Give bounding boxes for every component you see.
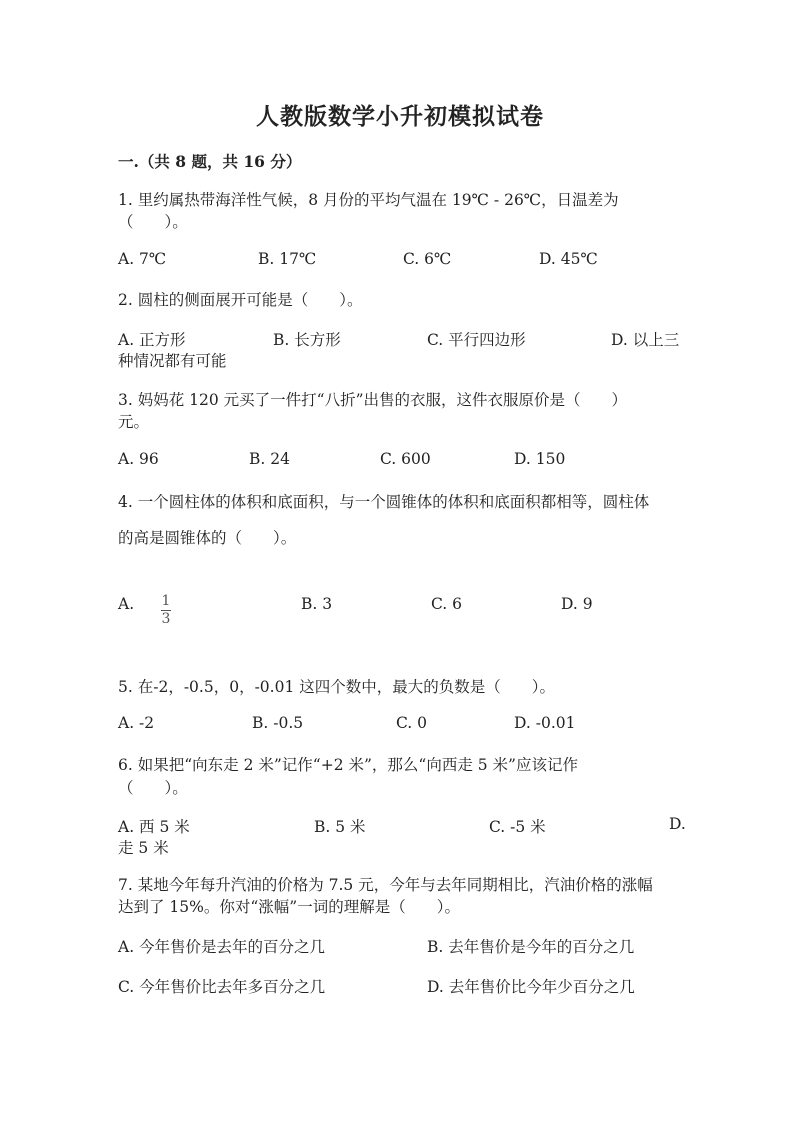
- q6-option-d-cont: 走 5 米: [118, 839, 169, 857]
- section-heading: 一.（共 8 题，共 16 分）: [118, 152, 302, 171]
- q3-option-d: D. 150: [514, 450, 566, 468]
- question-6-text-cont: （ ）。: [118, 779, 188, 797]
- q3-option-c: C. 600: [380, 450, 431, 468]
- question-1-text: 1. 里约属热带海洋性气候，8 月份的平均气温在 19℃ - 26℃，日温差为: [118, 191, 619, 209]
- question-4-text-cont: 的高是圆锥体的（ ）。: [118, 529, 297, 547]
- q1-option-a: A. 7℃: [118, 250, 167, 268]
- q4-option-c: C. 6: [431, 595, 463, 613]
- q6-option-b: B. 5 米: [314, 818, 366, 836]
- q6-option-a: A. 西 5 米: [118, 818, 190, 836]
- q2-option-c: C. 平行四边形: [427, 331, 526, 349]
- question-7-text-cont: 达到了 15%。你对“涨幅”一词的理解是（ ）。: [118, 898, 460, 916]
- q7-option-a: A. 今年售价是去年的百分之几: [118, 938, 326, 956]
- question-2-text: 2. 圆柱的侧面展开可能是（ ）。: [118, 291, 363, 309]
- q5-option-a: A. -2: [118, 714, 155, 732]
- fraction-denominator: 3: [161, 611, 171, 627]
- question-3-text: 3. 妈妈花 120 元买了一件打“八折”出售的衣服，这件衣服原价是（ ）: [118, 391, 628, 409]
- q4-option-a-fraction: [161, 590, 171, 627]
- q1-option-c: C. 6℃: [403, 250, 452, 268]
- q7-option-b: B. 去年售价是今年的百分之几: [427, 938, 635, 956]
- q3-option-a: A. 96: [118, 450, 159, 468]
- q5-option-d: D. -0.01: [514, 714, 576, 732]
- question-1-text-cont: （ ）。: [118, 213, 188, 231]
- q2-option-a: A. 正方形: [118, 331, 186, 349]
- q5-option-b: B. -0.5: [252, 714, 304, 732]
- q1-option-b: B. 17℃: [258, 250, 317, 268]
- q4-option-d: D. 9: [561, 595, 593, 613]
- q5-option-c: C. 0: [396, 714, 428, 732]
- q4-option-a: A.: [118, 595, 135, 613]
- question-7-text: 7. 某地今年每升汽油的价格为 7.5 元，今年与去年同期相比，汽油价格的涨幅: [118, 876, 653, 894]
- q7-option-d: D. 去年售价比今年少百分之几: [427, 978, 635, 996]
- question-3-text-cont: 元。: [118, 413, 150, 431]
- page-title: 人教版数学小升初模拟试卷: [256, 103, 544, 130]
- question-4-text: 4. 一个圆柱体的体积和底面积，与一个圆锥体的体积和底面积都相等，圆柱体: [118, 493, 650, 511]
- q7-option-c: C. 今年售价比去年多百分之几: [118, 978, 326, 996]
- q6-option-d: D.: [669, 815, 686, 833]
- q2-option-b: B. 长方形: [273, 331, 341, 349]
- fraction-numerator: 1: [161, 593, 171, 609]
- q4-option-b: B. 3: [301, 595, 333, 613]
- question-6-text: 6. 如果把“向东走 2 米”记作“+2 米”，那么“向西走 5 米”应该记作: [118, 756, 578, 774]
- q2-option-d: D. 以上三: [611, 331, 680, 349]
- question-5-text: 5. 在-2，-0.5，0，-0.01 这四个数中，最大的负数是（ ）。: [118, 678, 555, 696]
- q2-option-d-cont: 种情况都有可能: [118, 352, 227, 370]
- q3-option-b: B. 24: [249, 450, 290, 468]
- q6-option-c: C. -5 米: [489, 818, 546, 836]
- q1-option-d: D. 45℃: [539, 250, 598, 268]
